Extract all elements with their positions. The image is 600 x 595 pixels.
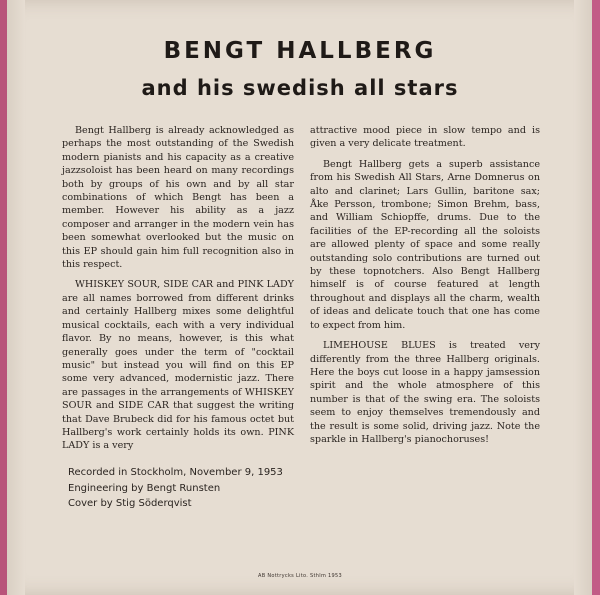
liner-notes-left-column bbox=[62, 124, 294, 460]
album-title: BENGT HALLBERG bbox=[163, 38, 437, 64]
liner-paragraph: Bengt Hallberg gets a superb assistance from his Swedish All Stars, Arne Domnerus on alto and clarinet; Lars Gullin, baritone sax; Åke Persson, trombone; Simon Brehm, bass, and William Schiopffe, drums. Due to the facilities of the EP-recording all the soloists are allowed plenty of space and some really outstanding solo contributions are turned out by these topnotchers. Also Bengt Hallberg himself is of course featured at length throughout and displays all the charm, wealth of ideas and delicate touch that one has come to expect from him. bbox=[310, 158, 540, 331]
recording-credit: Recorded in Stockholm, November 9, 1953 bbox=[68, 467, 283, 478]
liner-paragraph: WHISKEY SOUR, SIDE CAR and PINK LADY are all names borrowed from different drinks and certainly Hallberg mixes some delightful musical cocktails, each with a very individual flavor. By no means, however, is this what generally goes under the term of "cocktail music" but instead you will find on this EP some very advanced, modernistic jazz. There are passages in the arrangements of WHISKEY SOUR and SIDE CAR that suggest the writing that Dave Brubeck did for his famous octet but Hallberg's work certainly holds its own. PINK LADY is a very bbox=[62, 279, 294, 452]
cover-credit: Cover by Stig Söderqvist bbox=[68, 498, 192, 509]
printer-imprint: AB Nottrycks Lito. Sthlm 1953 bbox=[258, 573, 342, 579]
album-subtitle: and his swedish all stars bbox=[141, 76, 459, 100]
liner-paragraph: LIMEHOUSE BLUES is treated very differently from the three Hallberg originals. Here the boys cut loose in a happy jamsession spirit and the whole atmosphere of this number is that of the swing era. The soloists seem to enjoy themselves tremendously and the result is some solid, driving jazz. Note the sparkle in Hallberg's pianochoruses! bbox=[310, 340, 540, 445]
liner-paragraph: Bengt Hallberg is already acknowledged as perhaps the most outstanding of the Swedish modern pianists and his capacity as a creative jazzsoloist has been heard on many recordings both by groups of his own and by all star combinations of which Bengt has been a member. However his ability as a jazz composer and arranger in the modern vein has been somewhat overlooked but the music on this EP should gain him full recognition also in this respect. bbox=[62, 125, 294, 271]
liner-paragraph: attractive mood piece in slow tempo and is given a very delicate treatment. bbox=[310, 125, 540, 150]
engineering-credit: Engineering by Bengt Runsten bbox=[68, 482, 221, 494]
liner-notes-right-column bbox=[310, 124, 540, 453]
credits-block bbox=[68, 465, 283, 512]
